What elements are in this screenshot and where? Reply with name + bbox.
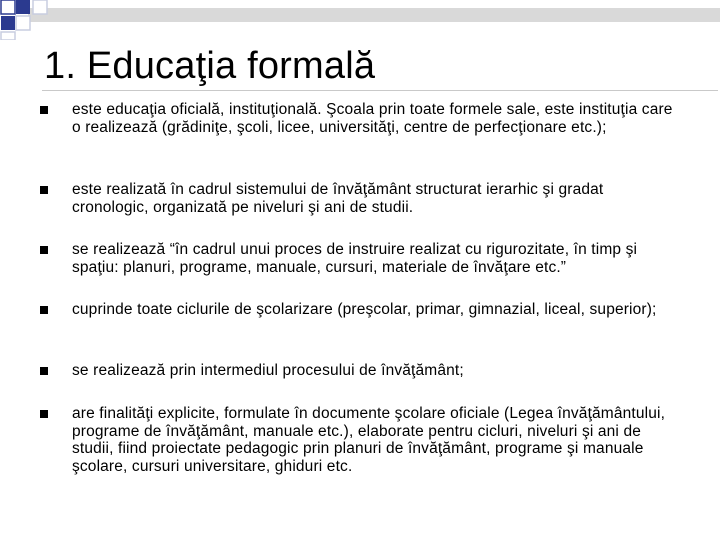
square-bullet-icon xyxy=(40,410,48,418)
bullet-text: este realizată în cadrul sistemului de învăţământ structurat ierarhic şi gradat cronologic, organizată pe niveluri şi ani de studii. xyxy=(72,181,604,216)
bullet-text: cuprinde toate ciclurile de şcolarizare (preşcolar, primar, gimnazial, liceal, superior); xyxy=(72,301,657,318)
slide-header-decoration xyxy=(0,0,720,40)
bullet-text: se realizează prin intermediul procesului de învăţământ; xyxy=(72,362,464,379)
square-bullet-icon xyxy=(40,186,48,194)
square-bullet-icon xyxy=(40,246,48,254)
bullet-text: are finalităţi explicite, formulate în documente şcolare oficiale (Legea învăţământului, programe de învăţământ, manuale etc.), elaborate pentru cicluri, niveluri şi ani de studii, fiind proiectate pedagogic prin planuri de învăţământ, programe şi manuale şcolare, cursuri universitare, ghiduri etc. xyxy=(72,405,666,475)
header-squares-graphic xyxy=(0,0,720,40)
square-bullet-icon xyxy=(40,106,48,114)
slide-title: 1. Educaţia formală xyxy=(44,45,376,87)
bullet-text: se realizează “în cadrul unui proces de instruire realizat cu rigurozitate, în timp şi spaţiu: planuri, programe, manuale, cursuri, materiale de învăţare etc.” xyxy=(72,241,638,276)
square-bullet-icon xyxy=(40,306,48,314)
title-divider xyxy=(42,90,718,91)
square-bullet-icon xyxy=(40,367,48,375)
bullet-text: este educaţia oficială, instituţională. Şcoala prin toate formele sale, este instituţia care o realizează (grădiniţe, şcoli, licee, universităţi, centre de perfecţionare etc.); xyxy=(72,101,673,136)
